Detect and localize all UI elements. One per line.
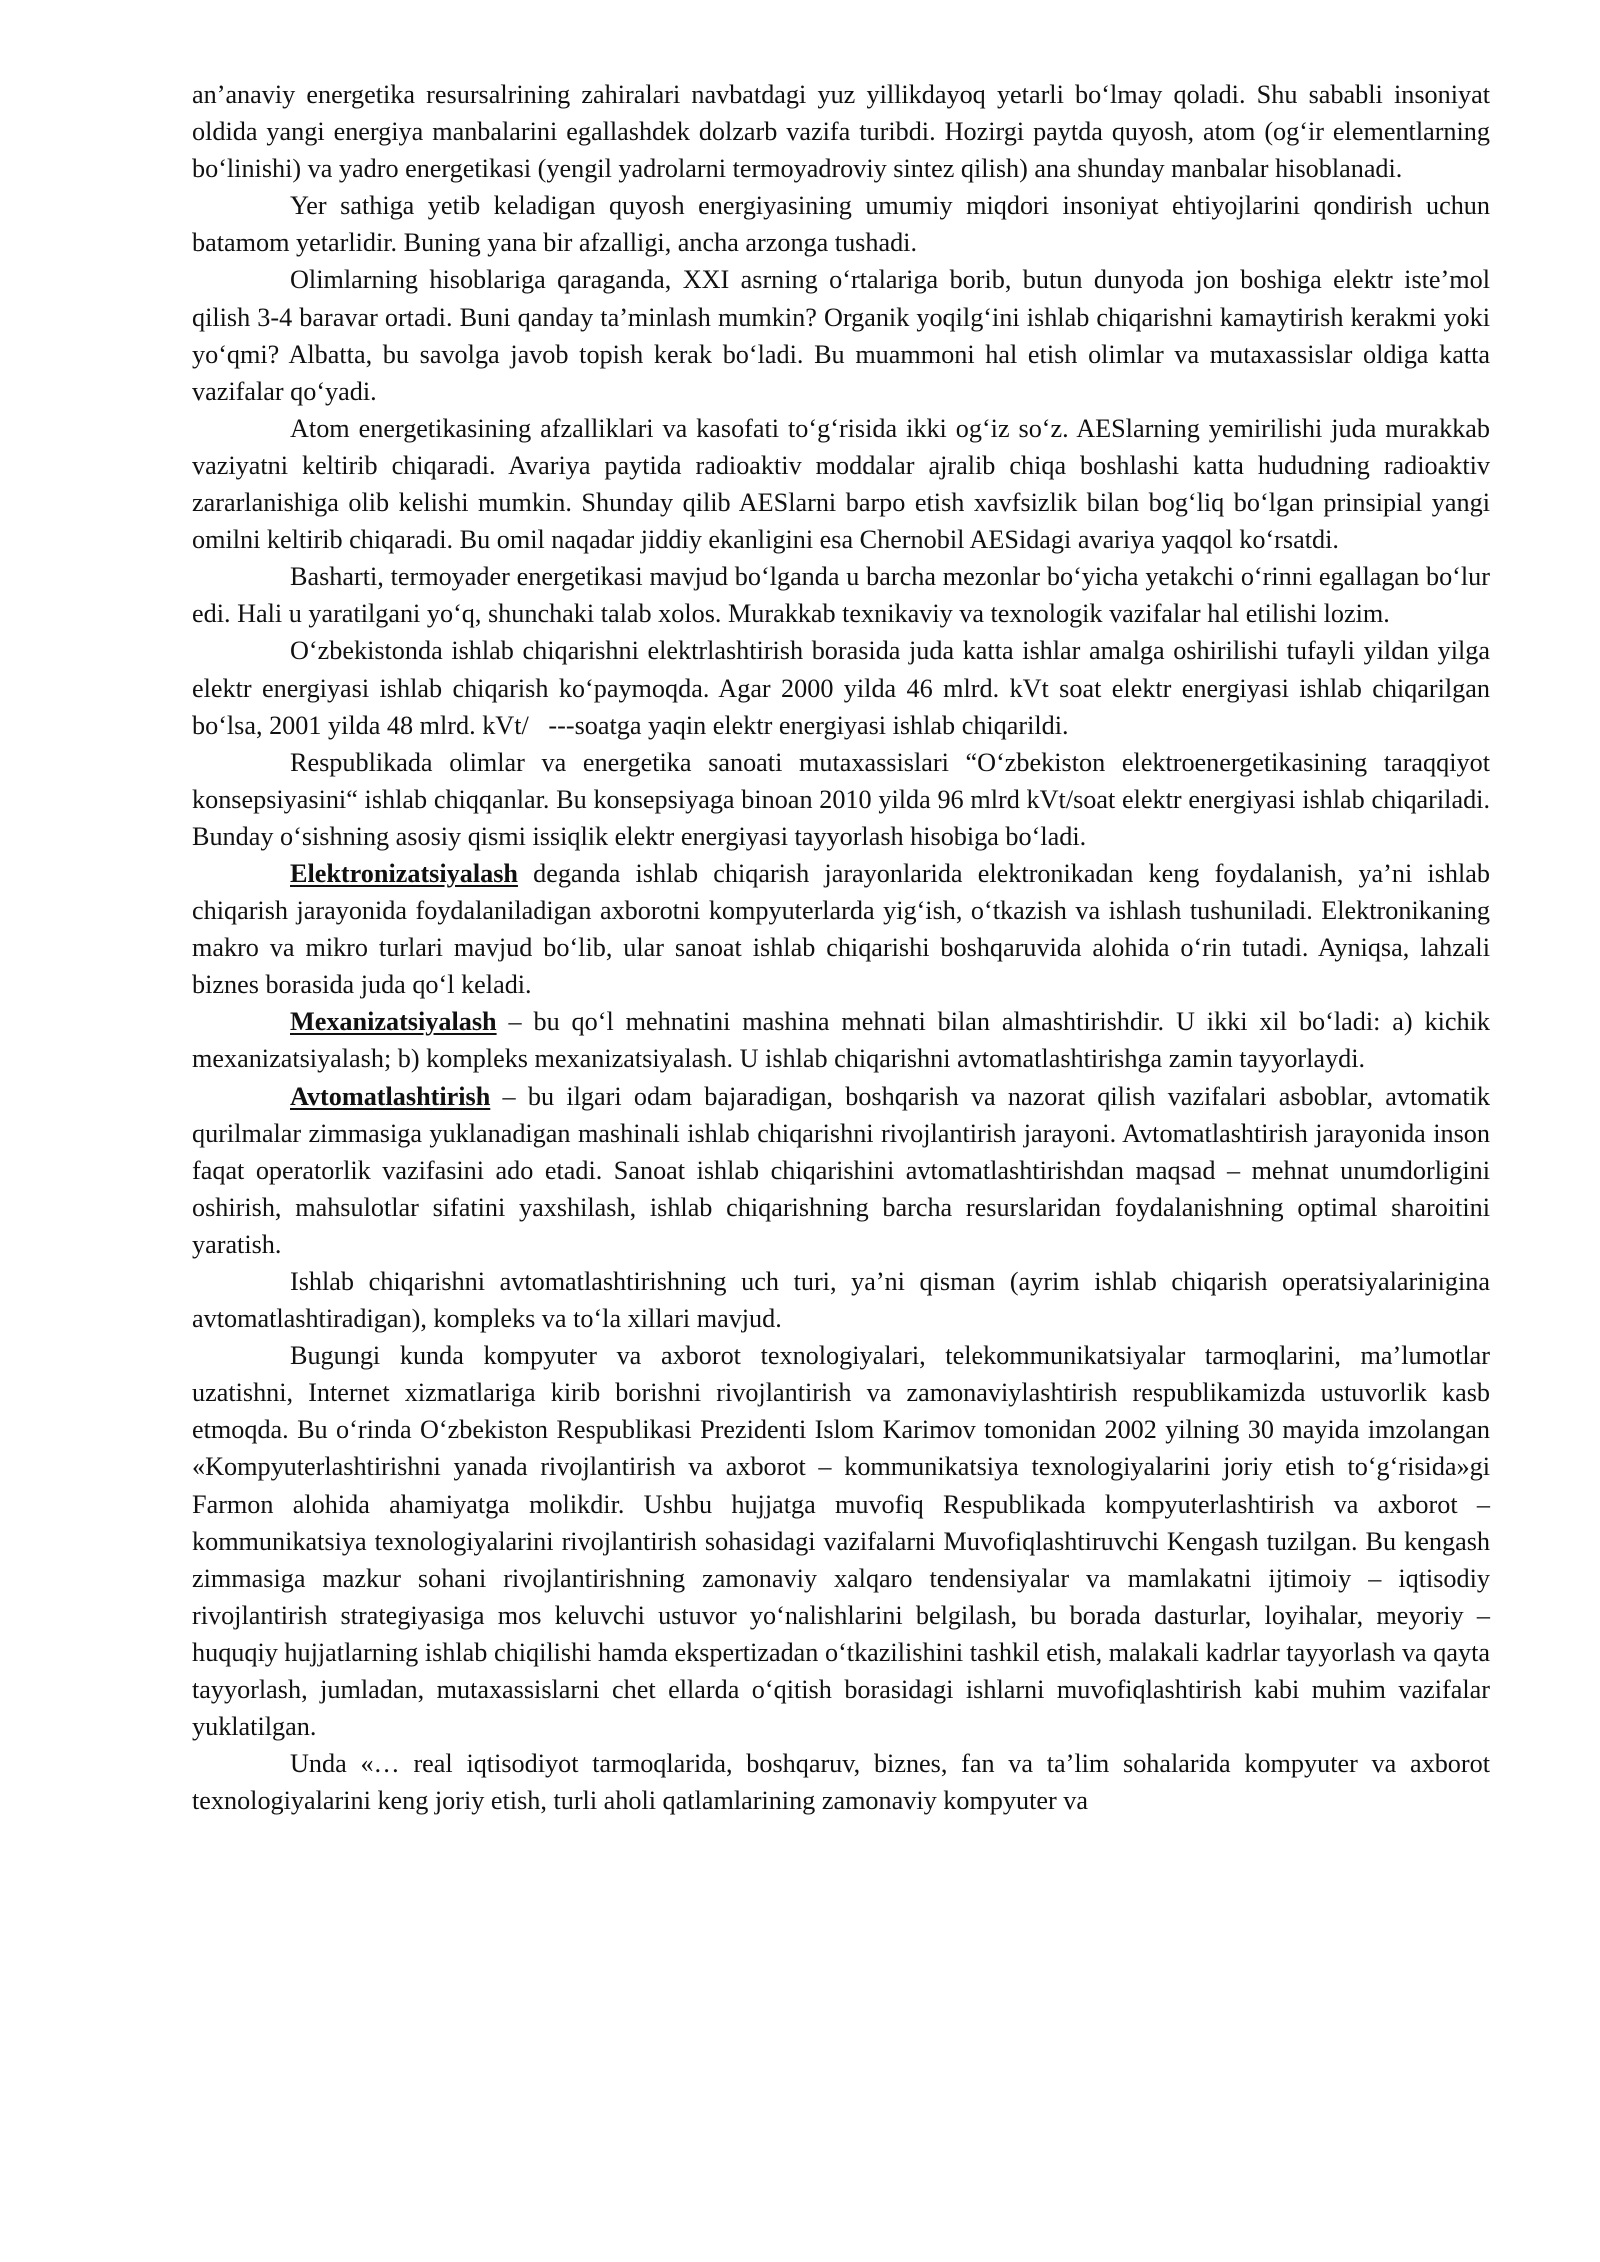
paragraph-text: Ishlab chiqarishni avtomatlashtirishning uch turi, ya’ni qisman (ayrim ishlab chiqarish operatsiyalarinigina avtomatlashtiradigan), kompleks va to‘la xillari mavjud.: [192, 1267, 1490, 1334]
paragraph-text: deganda ishlab chiqarish jarayonlarida elektronikadan keng foydalanish, ya’ni ishlab chiqarish jarayonida foydalaniladigan axborotni kompyuterlarda yig‘ish, o‘tkazish va ishlash tushuniladi. Elektronikaning makro va mikro turlari mavjud bo‘lib, ular sanoat ishlab chiqarishi boshqaruvida alohida o‘rin tutadi. Ayniqsa, lahzali biznes borasida juda qo‘l keladi.: [192, 858, 1490, 1000]
paragraph-text: Unda «… real iqtisodiyot tarmoqlarida, boshqaruv, biznes, fan va ta’lim sohalarida kompyuter va axborot texnologiyalarini keng joriy etish, turli aholi qatlamlarining zamonaviy kompyuter va: [192, 1749, 1490, 1816]
paragraph-text: Basharti, termoyader energetikasi mavjud bo‘lganda u barcha mezonlar bo‘yicha yetakchi o‘rinni egallagan bo‘lur edi. Hali u yaratilgani yo‘q, shunchaki talab xolos. Murakkab texnikaviy va texnologik vazifalar hal etilishi lozim.: [192, 562, 1490, 629]
paragraph-automation: [192, 1078, 1490, 1263]
paragraph-concept-2010: [192, 744, 1490, 855]
paragraph-quote-start: [192, 1745, 1490, 1819]
paragraph-thermonuclear: [192, 558, 1490, 632]
document-page: [192, 76, 1490, 1819]
paragraph-text: – bu qo‘l mehnatini mashina mehnati bilan almashtirishdir. U ikki xil bo‘ladi: a) kichik mexanizatsiyalash; b) kompleks mexanizatsiyalash. U ishlab chiqarishni avtomatlashtirishga zamin tayyorlaydi.: [192, 1007, 1490, 1074]
paragraph-computerization-decree: [192, 1337, 1490, 1745]
paragraph-text: Respublikada olimlar va energetika sanoati mutaxassislari “O‘zbekiston elektroenergetikasining taraqqiyot konsepsiyasini“ ishlab chiqqanlar. Bu konsepsiyaga binoan 2010 yilda 96 mlrd kVt/soat elektr energiyasi ishlab chiqariladi. Bunday o‘sishning asosiy qismi issiqlik elektr energiyasi tayyorlash hisobiga bo‘ladi.: [192, 747, 1490, 851]
paragraph-solar-energy: [192, 187, 1490, 261]
paragraph-text: Bugungi kunda kompyuter va axborot texnologiyalari, telekommunikatsiyalar tarmoqlarini, ma’lumotlar uzatishni, Internet xizmatlariga kirib borishni rivojlantirish va zamonaviylashtirish respublikamizda ustuvorlik kasb etmoqda. Bu o‘rinda O‘zbekiston Respublikasi Prezidenti Islom Karimov tomonidan 2002 yilning 30 mayida imzolangan «Kompyuterlashtirishni yanada rivojlantirish va axborot – kommunikatsiya texnologiyalarini joriy etish to‘g‘risida»gi Farmon alohida ahamiyatga molikdir. Ushbu hujjatga muvofiq Respublikada kompyuterlashtirish va axborot – kommunikatsiya texnologiyalarini rivojlantirish sohasidagi vazifalarni Muvofiqlashtiruvchi Kengash tuzilgan. Bu kengash zimmasiga mazkur sohani rivojlantirishning zamonaviy xalqaro tendensiyalar va mamlakatni ijtimoiy – iqtisodiy rivojlantirish strategiyasiga mos keluvchi ustuvor yo‘nalishlarini belgilash, bu borada dasturlar, loyihalar, meyoriy – huquqiy hujjatlarning ishlab chiqilishi hamda ekspertizadan o‘tkazilishini tashkil etish, malakali kadrlar tayyorlash va qayta tayyorlash, jumladan, mutaxassislarni chet ellarda o‘qitish borasidagi ishlarni muvofiqlashtirish kabi muhim vazifalar yuklatilgan.: [192, 1341, 1490, 1742]
paragraph-electricity-demand: [192, 261, 1490, 409]
paragraph-text: O‘zbekistonda ishlab chiqarishni elektrlashtirish borasida juda katta ishlar amalga oshirilishi tufayli yildan yilga elektr energiyasi ishlab chiqarish ko‘paymoqda. Agar 2000 yilda 46 mlrd. kVt soat elektr energiyasi ishlab chiqarilgan bo‘lsa, 2001 yilda 48 mlrd. kVt/ ---soatga yaqin elektr energiyasi ishlab chiqarildi.: [192, 636, 1490, 740]
term-mechanization: Mexanizatsiyalash: [290, 1007, 497, 1037]
term-electronization: Elektronizatsiyalash: [290, 858, 518, 888]
paragraph-uzbekistan-electrification: [192, 632, 1490, 743]
term-automation: Avtomatlashtirish: [290, 1081, 491, 1111]
paragraph-text: an’anaviy energetika resursalrining zahiralari navbatdagi yuz yillikdayoq yetarli bo‘lmay qoladi. Shu sababli insoniyat oldida yangi energiya manbalarini egallashdek dolzarb vazifa turibdi. Hozirgi paytda quyosh, atom (og‘ir elementlarning bo‘linishi) va yadro energetikasi (yengil yadrolarni termoyadroviy sintez qilish) ana shunday manbalar hisoblanadi.: [192, 80, 1490, 184]
paragraph-mechanization: [192, 1003, 1490, 1077]
paragraph-electronization: [192, 855, 1490, 1003]
paragraph-text: Atom energetikasining afzalliklari va kasofati to‘g‘risida ikki og‘iz so‘z. AESlarning yemirilishi juda murakkab vaziyatni keltirib chiqaradi. Avariya paytida radioaktiv moddalar ajralib chiqa boshlashi katta hududning radioaktiv zararlanishiga olib kelishi mumkin. Shunday qilib AESlarni barpo etish xavfsizlik bilan bog‘liq bo‘lgan prinsipial yangi omilni keltirib chiqaradi. Bu omil naqadar jiddiy ekanligini esa Chernobil AESidagi avariya yaqqol ko‘rsatdi.: [192, 413, 1490, 555]
paragraph-text: Yer sathiga yetib keladigan quyosh energiyasining umumiy miqdori insoniyat ehtiyojlarini qondirish uchun batamom yetarlidir. Buning yana bir afzalligi, ancha arzonga tushadi.: [192, 191, 1490, 258]
paragraph-energy-resources: [192, 76, 1490, 187]
paragraph-automation-types: [192, 1263, 1490, 1337]
paragraph-text: Olimlarning hisoblariga qaraganda, XXI asrning o‘rtalariga borib, butun dunyoda jon boshiga elektr iste’mol qilish 3-4 baravar ortadi. Buni qanday ta’minlash mumkin? Organik yoqilg‘ini ishlab chiqarishni kamaytirish kerakmi yoki yo‘qmi? Albatta, bu savolga javob topish kerak bo‘ladi. Bu muammoni hal etish olimlar va mutaxassislar oldiga katta vazifalar qo‘yadi.: [192, 265, 1490, 406]
paragraph-nuclear-energy: [192, 410, 1490, 558]
paragraph-text: – bu ilgari odam bajaradigan, boshqarish va nazorat qilish vazifalari asboblar, avtomatik qurilmalar zimmasiga yuklanadigan mashinali ishlab chiqarishni rivojlantirish jarayoni. Avtomatlashtirish jarayonida inson faqat operatorlik vazifasini ado etadi. Sanoat ishlab chiqarishini avtomatlashtirishdan maqsad – mehnat unumdorligini oshirish, mahsulotlar sifatini yaxshilash, ishlab chiqarishning barcha resurslaridan foydalanishning optimal sharoitini yaratish.: [192, 1081, 1490, 1259]
